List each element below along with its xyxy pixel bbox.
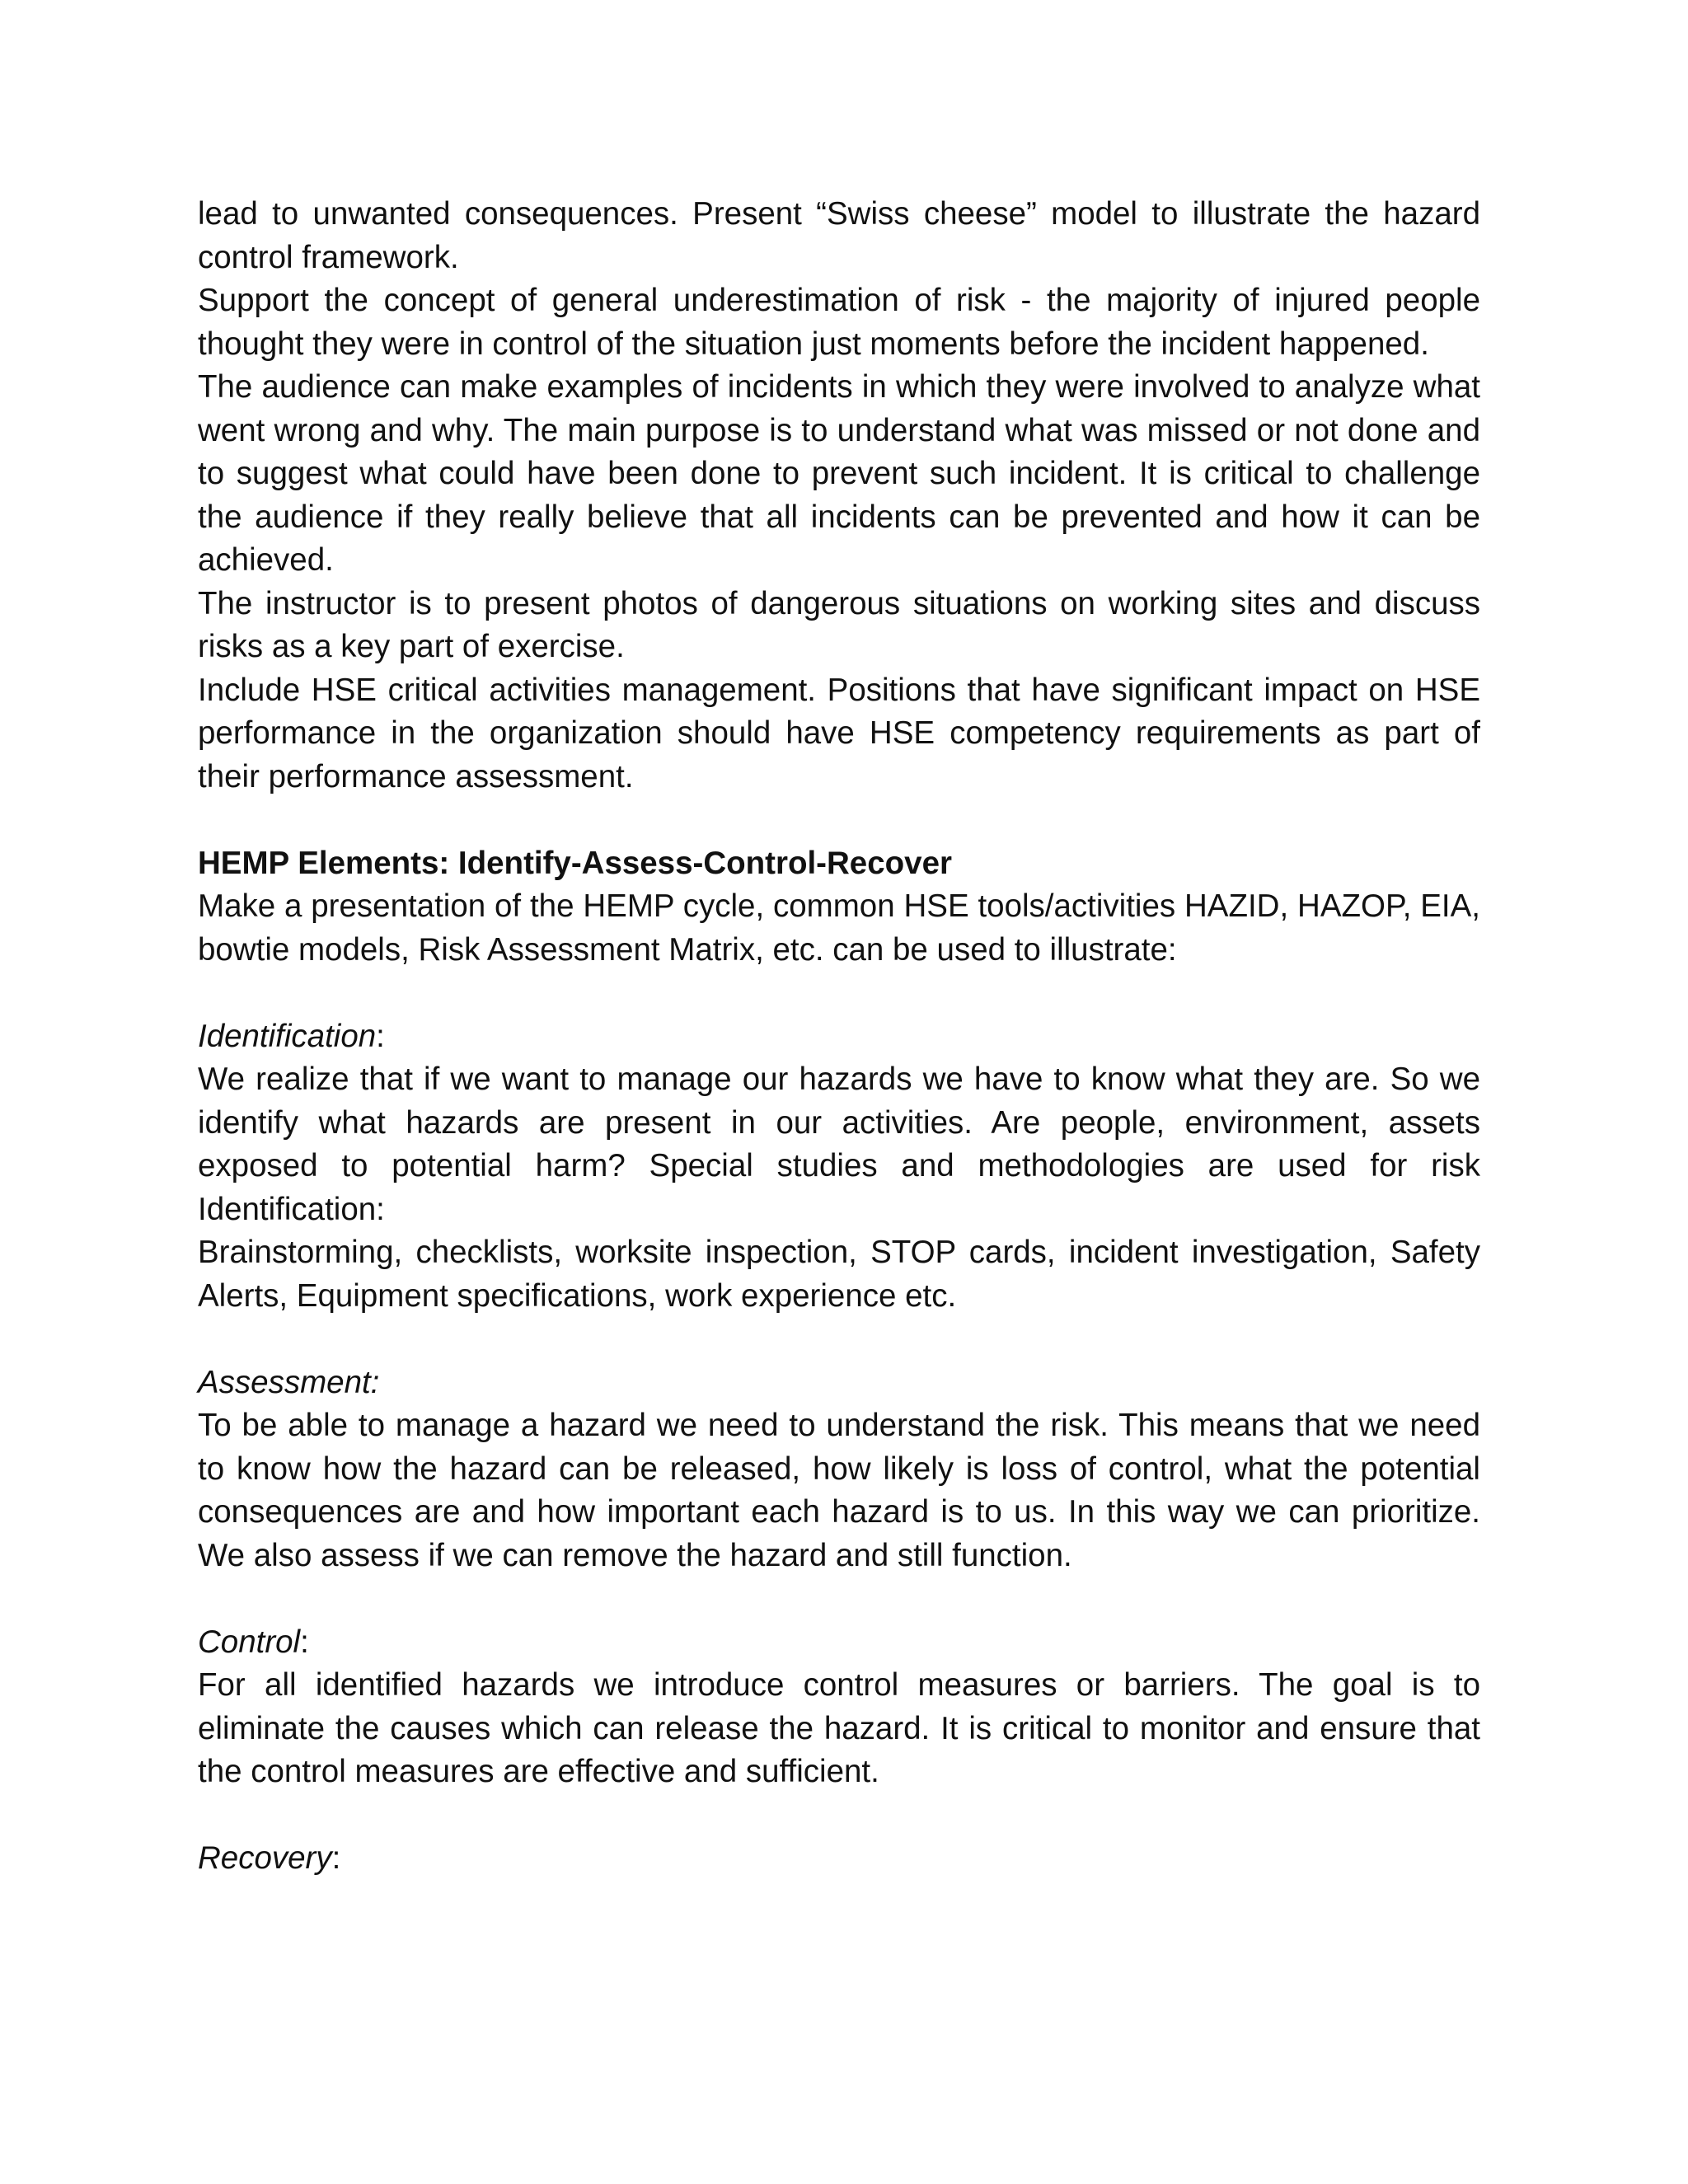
subheading-recovery-colon: : [331, 1840, 341, 1876]
spacer [198, 1577, 1480, 1621]
section-heading-hemp: HEMP Elements: Identify-Assess-Control-Recover [198, 845, 952, 881]
subheading-control-colon: : [300, 1624, 309, 1660]
spacer [198, 1318, 1480, 1361]
spacer [198, 1794, 1480, 1838]
document-page [198, 193, 1480, 1881]
subheading-control [198, 1621, 1480, 1665]
spacer [198, 799, 1480, 842]
control-paragraph: For all identified hazards we introduce control measures or barriers. The goal is to eliminate the causes which can release the hazard. It is critical to monitor and ensure that the control measures are effective and sufficient. [198, 1667, 1480, 1789]
subheading-identification-colon: : [376, 1018, 385, 1054]
intro-paragraph-photos: The instructor is to present photos of dangerous situations on working sites and discuss risks as a key part of exercise. [198, 585, 1480, 664]
subheading-control-title: Control [198, 1624, 301, 1660]
intro-paragraph-critical-activities: Include HSE critical activities management. Positions that have significant impact on HSE performance in the organization should have HSE competency requirements as part of their performance assessment. [198, 672, 1480, 794]
subheading-assessment: Assessment: [198, 1364, 380, 1400]
intro-paragraph-incident-examples: The audience can make examples of incidents in which they were involved to analyze what went wrong and why. The main purpose is to understand what was missed or not done and to suggest what could have been done to prevent such incident. It is critical to challenge the audience if they really believe that all incidents can be prevented and how it can be achieved. [198, 369, 1480, 578]
identification-methods-paragraph: Brainstorming, checklists, worksite inspection, STOP cards, incident investigation, Safety Alerts, Equipment specifications, work experience etc. [198, 1235, 1480, 1314]
subheading-recovery [198, 1837, 1480, 1881]
assessment-paragraph: To be able to manage a hazard we need to understand the risk. This means that we need to know how the hazard can be released, how likely is loss of control, what the potential consequences are and how important each hazard is to us. In this way we can prioritize. We also assess if we can remove the hazard and still function. [198, 1408, 1480, 1573]
identification-paragraph: We realize that if we want to manage our hazards we have to know what they are. So we identify what hazards are present in our activities. Are people, environment, assets exposed to potential harm? Special studies and methodologies are used for risk Identification: [198, 1062, 1480, 1227]
subheading-recovery-title: Recovery [198, 1840, 332, 1876]
spacer [198, 972, 1480, 1015]
intro-paragraph-swiss-cheese: lead to unwanted consequences. Present “Swiss cheese” model to illustrate the hazard control framework. [198, 196, 1480, 275]
subheading-identification-title: Identification [198, 1018, 377, 1054]
subheading-identification [198, 1015, 1480, 1059]
intro-paragraph-risk-underestimation: Support the concept of general underestimation of risk - the majority of injured people thought they were in control of the situation just moments before the incident happened. [198, 283, 1480, 362]
hemp-intro-paragraph: Make a presentation of the HEMP cycle, common HSE tools/activities HAZID, HAZOP, EIA, bowtie models, Risk Assessment Matrix, etc. can be used to illustrate: [198, 888, 1480, 968]
